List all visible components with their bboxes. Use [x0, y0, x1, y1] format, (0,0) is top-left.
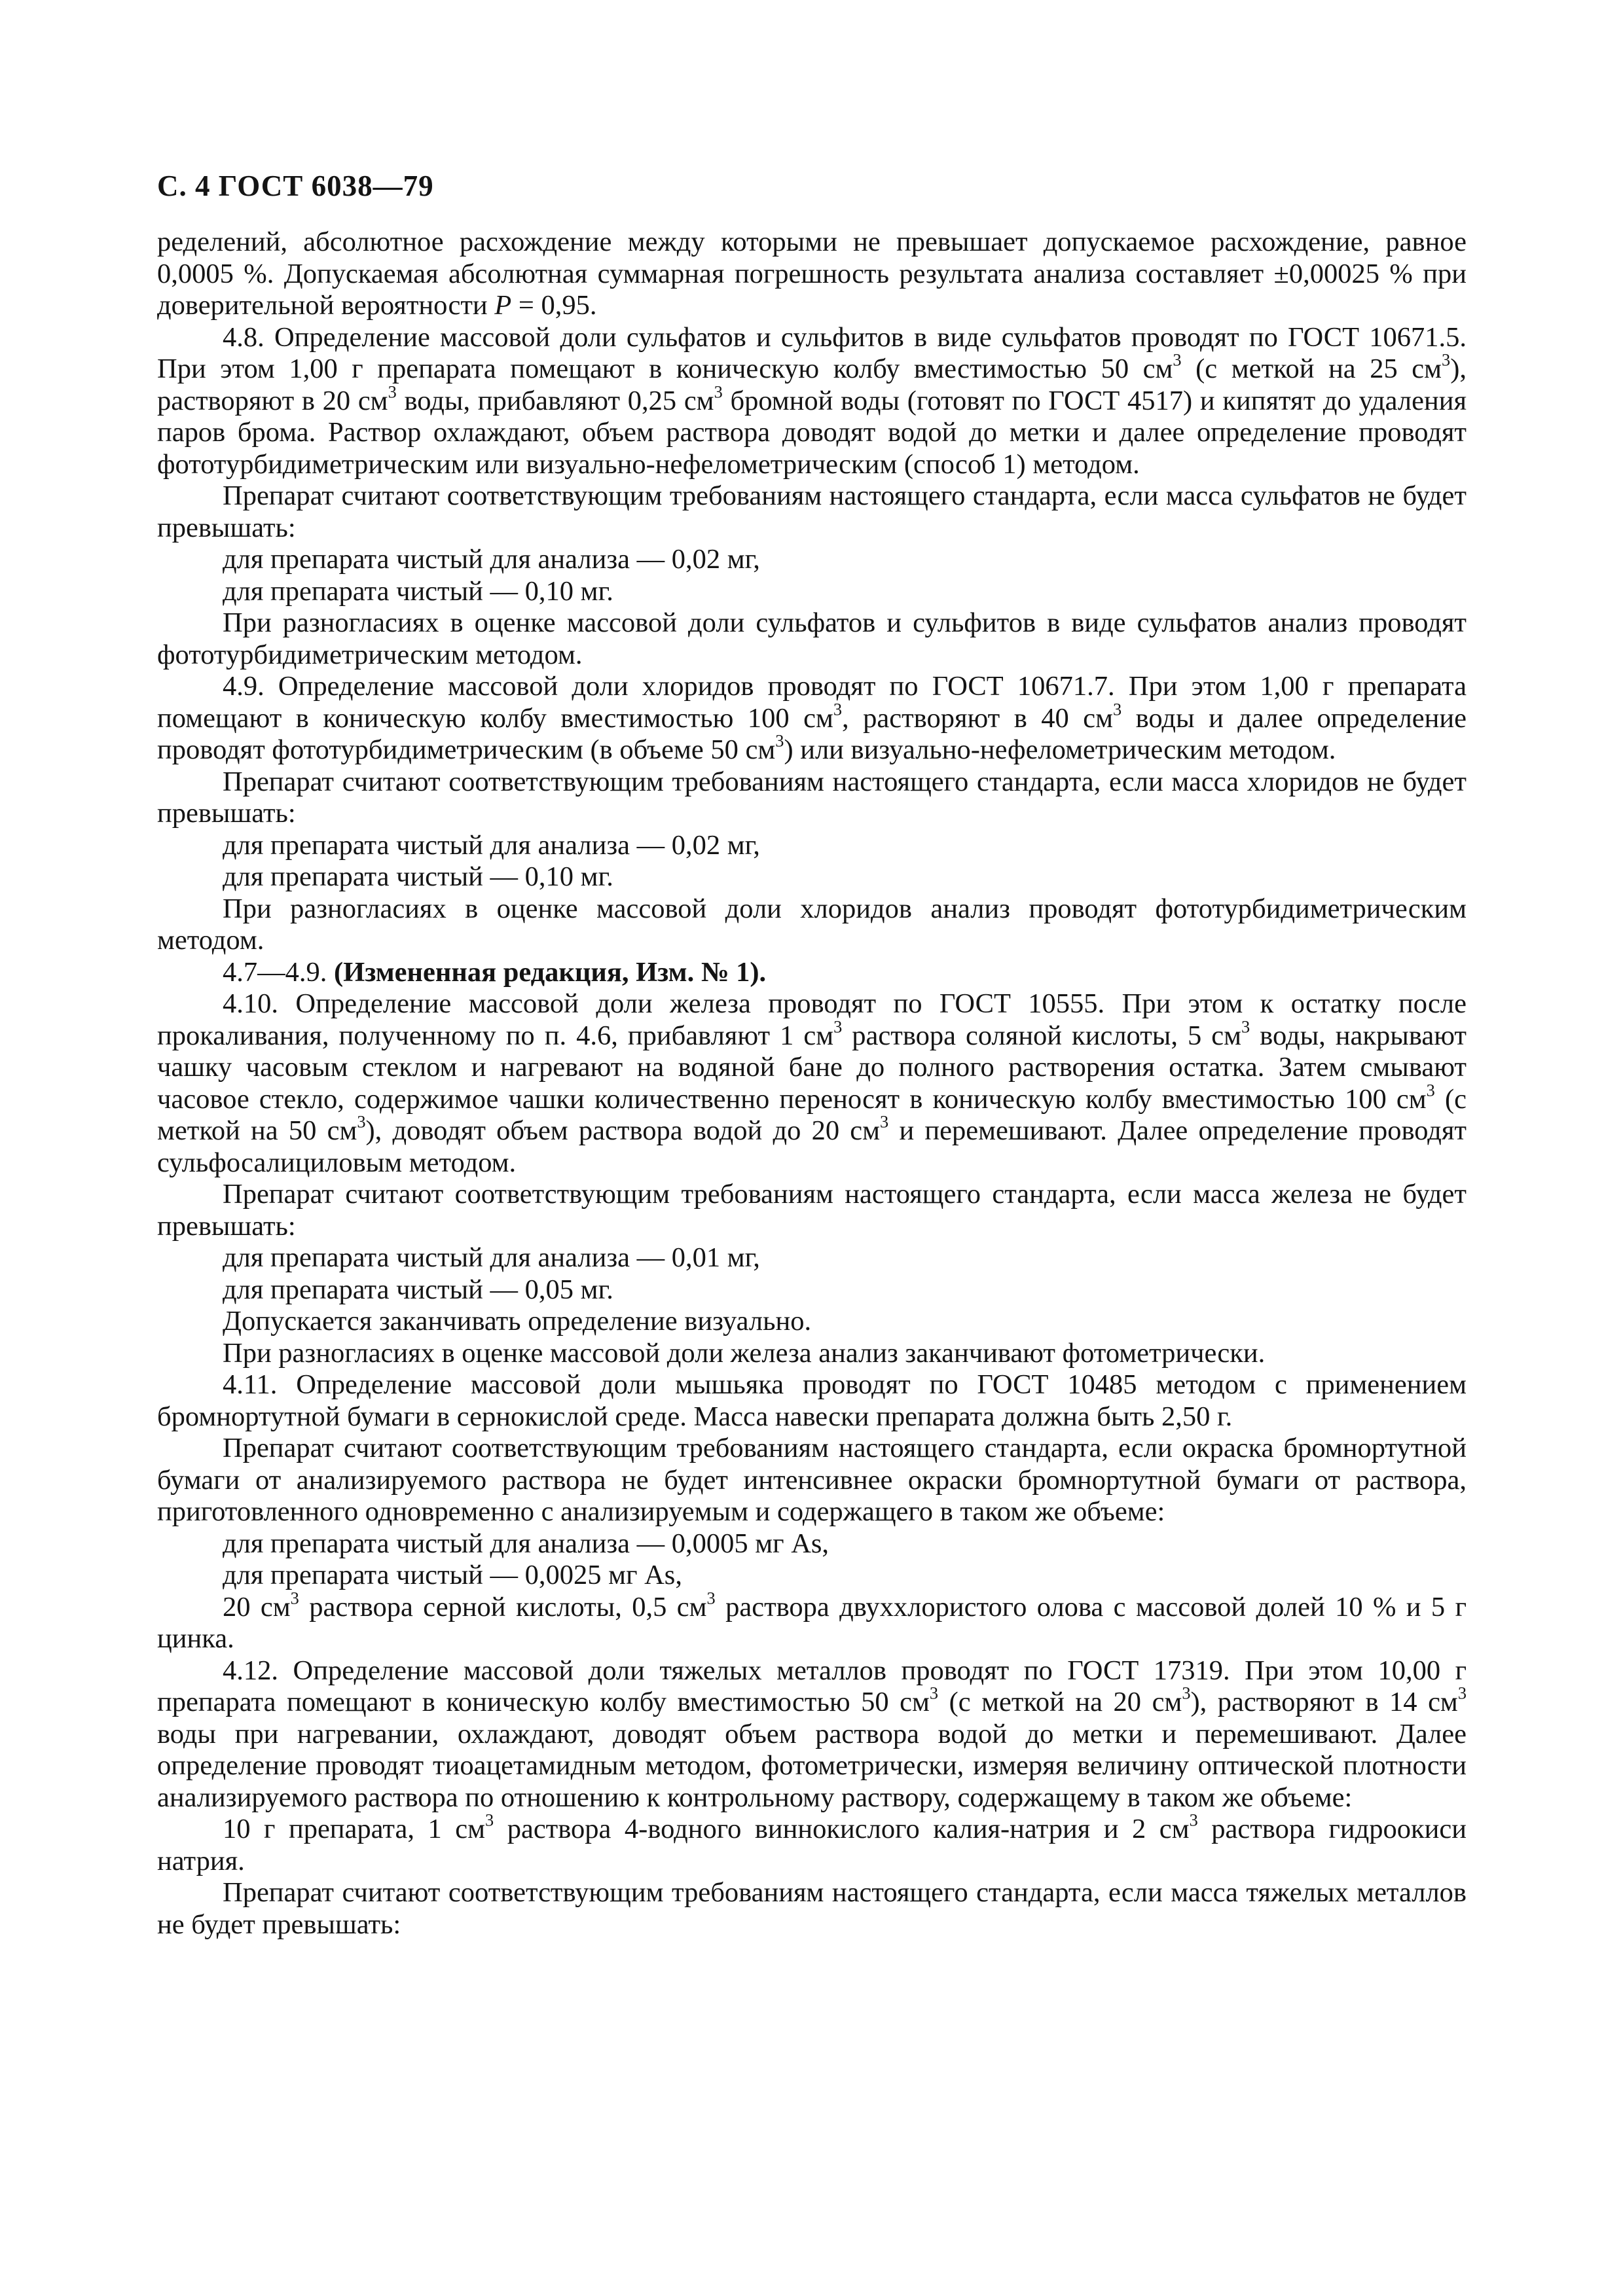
- page-header: С. 4 ГОСТ 6038—79: [157, 170, 434, 202]
- paragraph: [157, 1369, 1467, 1433]
- italic-variable: P: [494, 290, 512, 321]
- text-run: для препарата чистый — 0,05 мг.: [223, 1274, 613, 1305]
- superscript: 3: [290, 1588, 299, 1608]
- superscript: 3: [357, 1112, 366, 1132]
- text-run: раствора гидроокиси натрия.: [157, 1814, 1467, 1876]
- text-run: (с меткой на 20 см: [938, 1687, 1182, 1717]
- text-run: 4.12. Определение массовой доли тяжелых металлов проводят по ГОСТ 17319. При этом 10,00 г препарата помещают в коническую колбу вместимостью 50 см: [157, 1655, 1467, 1717]
- paragraph: [157, 607, 1467, 671]
- text-run: 10 г препарата, 1 см: [223, 1814, 486, 1844]
- text-run: ределений, абсолютное расхождение между которыми не превышает допускаемое расхождение, равное 0,0005 %. Допускаемая абсолютная суммарная погрешность результата анализа составляет ±0,00025 % при доверительной вероятности: [157, 226, 1467, 321]
- paragraph: [157, 1655, 1467, 1814]
- paragraph: [157, 1528, 1467, 1560]
- superscript: 3: [706, 1588, 716, 1608]
- superscript: 3: [1182, 1683, 1191, 1703]
- text-run: Препарат считают соответствующим требованиям настоящего стандарта, если окраска бромнортутной бумаги от анализируемого раствора не будет интенсивнее окраски бромнортутной бумаги от раствора, приготовленного одновременно с анализируемым и содержащего в таком же объеме:: [157, 1433, 1467, 1527]
- paragraph: [157, 1274, 1467, 1306]
- superscript: 3: [1426, 1081, 1435, 1100]
- superscript: 3: [1112, 700, 1122, 719]
- text-run: При разногласиях в оценке массовой доли хлоридов анализ проводят фототурбидиметрическим методом.: [157, 893, 1467, 956]
- text-run: раствора 4-водного виннокислого калия-натрия и 2 см: [494, 1814, 1190, 1844]
- superscript: 3: [388, 382, 397, 402]
- document-body: [157, 226, 1467, 1941]
- text-run: , растворяют в 40 см: [842, 702, 1113, 734]
- text-run: раствора двуххлористого олова с массовой долей 10 % и 5 г цинка.: [157, 1591, 1467, 1654]
- paragraph: [157, 861, 1467, 893]
- paragraph: [157, 1179, 1467, 1242]
- paragraph: [157, 544, 1467, 576]
- paragraph: [157, 322, 1467, 481]
- text-run: Препарат считают соответствующим требованиям настоящего стандарта, если масса хлоридов не будет превышать:: [157, 766, 1467, 829]
- paragraph: [157, 830, 1467, 862]
- superscript: 3: [1457, 1683, 1467, 1703]
- superscript: 3: [1241, 1017, 1250, 1037]
- paragraph: [157, 1877, 1467, 1941]
- text-run: и перемешивают. Далее определение проводят сульфосалициловым методом.: [157, 1115, 1467, 1178]
- text-run: для препарата чистый — 0,0025 мг As,: [223, 1560, 682, 1590]
- superscript: 3: [1442, 350, 1451, 370]
- text-run: для препарата чистый для анализа — 0,01 мг,: [223, 1242, 760, 1273]
- text-run: раствора серной кислоты, 0,5 см: [299, 1591, 707, 1623]
- text-run: (с меткой на 25 см: [1181, 353, 1442, 384]
- text-run: При разногласиях в оценке массовой доли сульфатов и сульфитов в виде сульфатов анализ проводят фототурбидиметрическим методом.: [157, 607, 1467, 670]
- text-run: При разногласиях в оценке массовой доли железа анализ заканчивают фотометрически.: [223, 1337, 1266, 1369]
- superscript: 3: [929, 1683, 939, 1703]
- text-run: Препарат считают соответствующим требованиям настоящего стандарта, если масса тяжелых металлов не будет превышать:: [157, 1877, 1467, 1940]
- text-run: 4.7—4.9.: [223, 956, 334, 988]
- paragraph: [157, 1338, 1467, 1370]
- paragraph: [157, 480, 1467, 544]
- text-run: для препарата чистый для анализа — 0,02 мг,: [223, 829, 760, 861]
- text-run: воды и далее определение проводят фототурбидиметрическим (в объеме 50 см: [157, 702, 1467, 765]
- paragraph: [157, 988, 1467, 1179]
- text-run: для препарата чистый — 0,10 мг.: [223, 861, 613, 892]
- text-run: 20 см: [223, 1591, 291, 1623]
- paragraph: [157, 957, 1467, 989]
- text-run: ), растворяют в 20 см: [157, 353, 1467, 416]
- superscript: 3: [880, 1112, 889, 1132]
- paragraph: [157, 1588, 1467, 1655]
- paragraph: [157, 1242, 1467, 1274]
- text-run: Препарат считают соответствующим требованиям настоящего стандарта, если масса сульфатов не будет превышать:: [157, 480, 1467, 543]
- paragraph: [157, 576, 1467, 608]
- paragraph: [157, 1433, 1467, 1528]
- text-run: 4.10. Определение массовой доли железа проводят по ГОСТ 10555. При этом к остатку после прокаливания, полученному по п. 4.6, прибавляют 1 см: [157, 988, 1467, 1051]
- superscript: 3: [1173, 350, 1182, 370]
- paragraph: [157, 1560, 1467, 1592]
- superscript: 3: [1189, 1810, 1198, 1830]
- text-run: = 0,95.: [511, 290, 597, 321]
- text-run: раствора соляной кислоты, 5 см: [842, 1020, 1241, 1051]
- text-run: ), растворяют в 14 см: [1190, 1687, 1458, 1717]
- text-run: воды при нагревании, охлаждают, доводят объем раствора водой до метки и перемешивают. Далее определение проводят тиоацетамидным методом, фотометрически, измеряя величину оптической плотности анализируемого раствора по отношению к контрольному раствору, содержащему в таком же объеме:: [157, 1718, 1467, 1813]
- paragraph: [157, 893, 1467, 957]
- paragraph: [157, 1810, 1467, 1877]
- text-run: ), доводят объем раствора водой до 20 см: [365, 1115, 881, 1146]
- bold-text: (Измененная редакция, Изм. № 1).: [334, 956, 767, 988]
- text-run: (с меткой на 50 см: [157, 1083, 1467, 1146]
- superscript: 3: [485, 1810, 494, 1830]
- text-run: Допускается заканчивать определение визуально.: [223, 1306, 812, 1336]
- text-run: 4.9. Определение массовой доли хлоридов проводят по ГОСТ 10671.7. При этом 1,00 г препарата помещают в коническую колбу вместимостью 100 см: [157, 671, 1467, 734]
- superscript: 3: [833, 1017, 843, 1037]
- text-run: бромной воды (готовят по ГОСТ 4517) и кипятят до удаления паров брома. Раствор охлаждают, объем раствора доводят водой до метки и далее определение проводят фототурбидиметрическим или визуально-нефелометрическим (способ 1) методом.: [157, 385, 1467, 480]
- text-run: для препарата чистый — 0,10 мг.: [223, 575, 613, 607]
- paragraph: [157, 671, 1467, 766]
- paragraph: [157, 1306, 1467, 1338]
- text-run: воды, накрывают чашку часовым стеклом и нагревают на водяной бане до полного растворения остатка. Затем смывают часовое стекло, содержимое чашки количественно переносят в коническую колбу вместимостью 100 см: [157, 1020, 1467, 1115]
- text-run: ) или визуально-нефелометрическим методом.: [784, 734, 1336, 765]
- superscript: 3: [833, 700, 843, 719]
- text-run: 4.8. Определение массовой доли сульфатов и сульфитов в виде сульфатов проводят по ГОСТ 10671.5. При этом 1,00 г препарата помещают в коническую колбу вместимостью 50 см: [157, 321, 1467, 384]
- superscript: 3: [714, 382, 723, 402]
- text-run: для препарата чистый для анализа — 0,0005 мг As,: [223, 1528, 830, 1559]
- text-run: воды, прибавляют 0,25 см: [396, 385, 714, 416]
- text-run: для препарата чистый для анализа — 0,02 мг,: [223, 544, 760, 575]
- text-run: Препарат считают соответствующим требованиям настоящего стандарта, если масса железа не будет превышать:: [157, 1179, 1467, 1242]
- paragraph: [157, 226, 1467, 322]
- superscript: 3: [775, 731, 784, 751]
- text-run: 4.11. Определение массовой доли мышьяка проводят по ГОСТ 10485 методом с применением бромнортутной бумаги в сернокислой среде. Масса навески препарата должна быть 2,50 г.: [157, 1369, 1467, 1432]
- paragraph: [157, 766, 1467, 830]
